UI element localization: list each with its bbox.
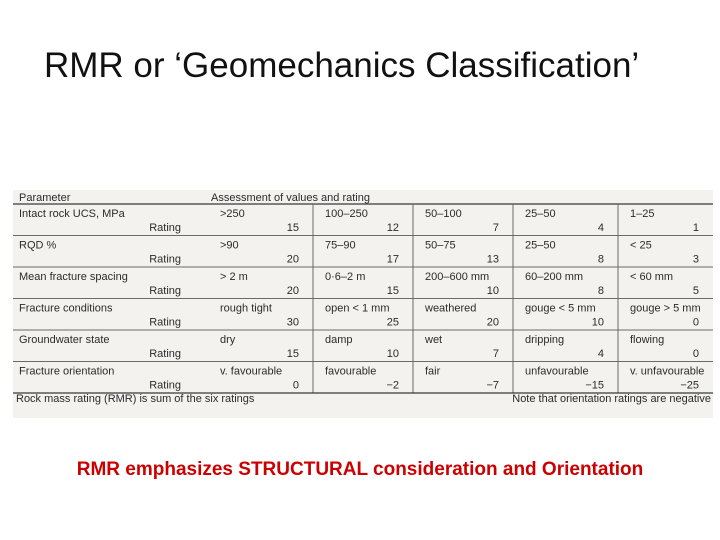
assessment-value: dry: [220, 334, 236, 346]
footer-sum-note: Rock mass rating (RMR) is sum of the six ratings: [16, 393, 255, 405]
assessment-value: v. unfavourable: [630, 365, 705, 378]
assessment-value: < 60 mm: [630, 271, 674, 283]
assessment-value: dripping: [525, 334, 565, 346]
rating-label: Rating: [149, 316, 181, 329]
assessment-value: wet: [425, 334, 443, 346]
parameter-name: Fracture orientation: [19, 365, 115, 378]
parameter-name: RQD %: [19, 239, 57, 252]
rating-value: 10: [591, 316, 604, 329]
assessment-value: >90: [220, 239, 239, 252]
rating-label: Rating: [149, 253, 181, 266]
rating-value: 4: [597, 222, 604, 234]
rating-value: 30: [286, 316, 299, 329]
assessment-value: 200–600 mm: [425, 271, 490, 283]
rating-value: −2: [386, 379, 399, 392]
rating-value: −15: [585, 379, 604, 392]
rating-value: 10: [486, 285, 499, 297]
rating-value: 10: [386, 348, 399, 360]
assessment-value: 0·6–2 m: [325, 271, 366, 283]
header-assessment: Assessment of values and rating: [211, 192, 370, 204]
rmr-table-graphic: [13, 190, 713, 418]
parameter-name: Fracture conditions: [19, 302, 113, 315]
rating-value: 20: [486, 316, 499, 329]
assessment-value: open < 1 mm: [325, 302, 390, 315]
assessment-value: flowing: [630, 334, 665, 346]
rating-label: Rating: [149, 222, 181, 234]
footer-orientation-note: Note that orientation ratings are negative: [512, 393, 711, 405]
rating-value: 15: [386, 285, 399, 297]
rating-value: 17: [386, 253, 399, 266]
rating-value: 15: [286, 222, 299, 234]
assessment-value: weathered: [425, 302, 477, 315]
assessment-value: gouge < 5 mm: [525, 302, 596, 315]
assessment-value: 1–25: [630, 208, 655, 220]
rating-value: 4: [597, 348, 604, 360]
rating-label: Rating: [149, 379, 181, 392]
assessment-value: 75–90: [325, 239, 356, 252]
assessment-value: >250: [220, 208, 245, 220]
assessment-value: < 25: [630, 239, 652, 252]
assessment-value: rough tight: [220, 302, 272, 315]
rating-value: 20: [286, 253, 299, 266]
header-parameter: Parameter: [19, 192, 71, 204]
assessment-value: gouge > 5 mm: [630, 302, 701, 315]
rmr-rating-table: [13, 190, 713, 418]
assessment-value: 50–100: [425, 208, 462, 220]
rating-value: 7: [492, 222, 499, 234]
parameter-name: Mean fracture spacing: [19, 271, 128, 283]
rating-value: −25: [680, 379, 699, 392]
rating-value: 13: [486, 253, 499, 266]
assessment-value: > 2 m: [220, 271, 248, 283]
assessment-value: favourable: [325, 365, 377, 378]
assessment-value: 50–75: [425, 239, 456, 252]
parameter-name: Intact rock UCS, MPa: [19, 208, 125, 220]
rating-value: 12: [386, 222, 399, 234]
rating-value: 8: [597, 253, 604, 266]
rating-value: 0: [692, 348, 699, 360]
slide-caption: RMR emphasizes STRUCTURAL consideration and Orientation: [76, 459, 644, 480]
rating-value: −7: [486, 379, 499, 392]
rating-value: 1: [692, 222, 699, 234]
rating-value: 7: [492, 348, 499, 360]
rating-value: 0: [692, 316, 699, 329]
rating-value: 3: [692, 253, 699, 266]
rating-value: 0: [292, 379, 299, 392]
parameter-name: Groundwater state: [19, 334, 110, 346]
rating-value: 15: [286, 348, 299, 360]
rating-value: 25: [386, 316, 399, 329]
assessment-value: damp: [325, 334, 353, 346]
assessment-value: 25–50: [525, 208, 556, 220]
assessment-value: 60–200 mm: [525, 271, 584, 283]
rating-value: 20: [286, 285, 299, 297]
assessment-value: fair: [425, 365, 441, 378]
rating-value: 5: [692, 285, 699, 297]
rating-value: 8: [597, 285, 604, 297]
assessment-value: unfavourable: [525, 365, 589, 378]
assessment-value: 100–250: [325, 208, 368, 220]
assessment-value: v. favourable: [220, 365, 283, 378]
slide-title: RMR or ‘Geomechanics Classification’: [44, 46, 640, 85]
rating-label: Rating: [149, 348, 181, 360]
assessment-value: 25–50: [525, 239, 556, 252]
rating-label: Rating: [149, 285, 181, 297]
